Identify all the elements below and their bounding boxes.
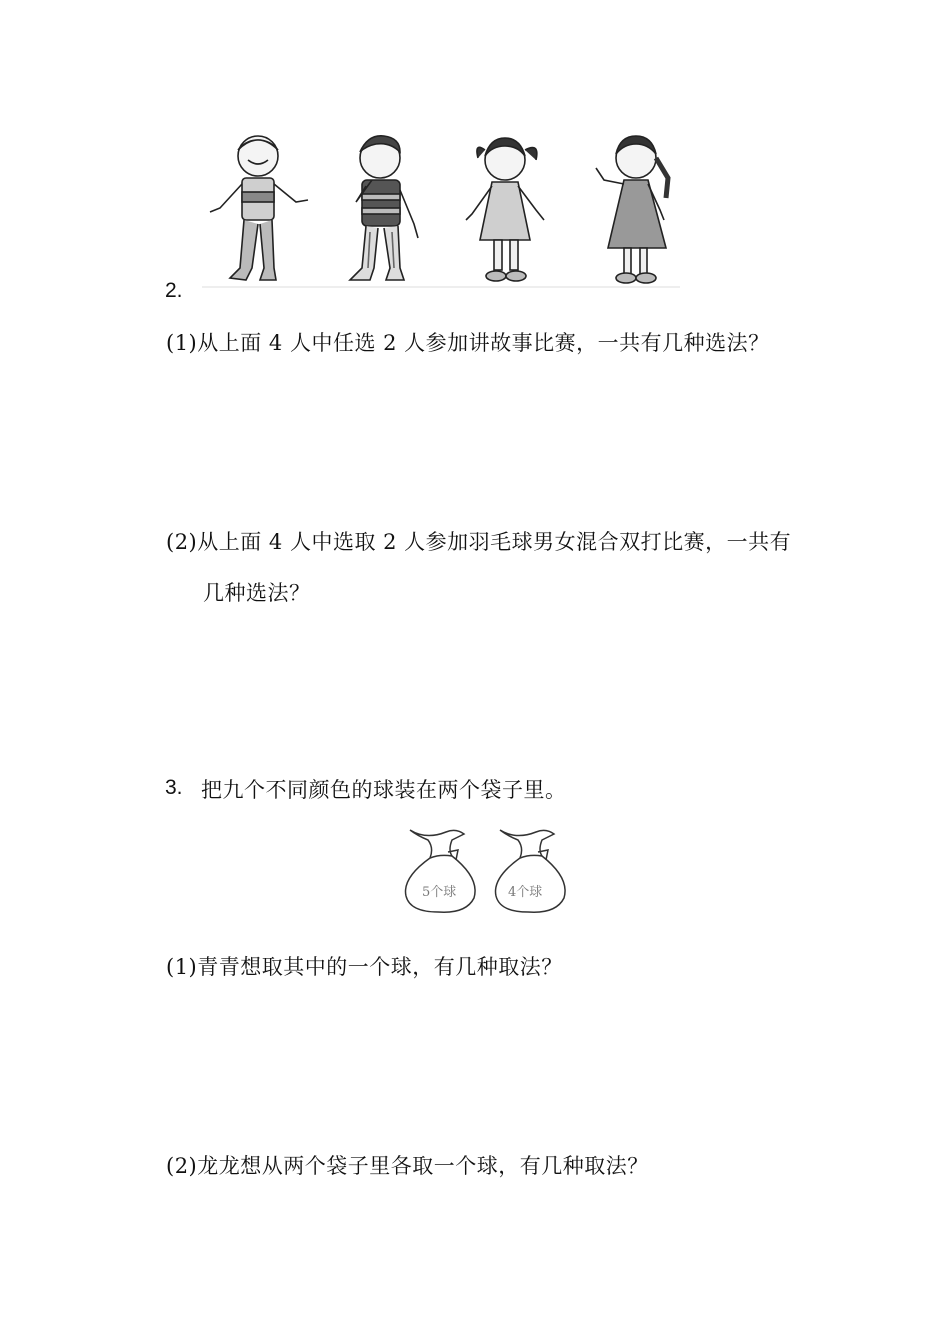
bag-five-balls	[406, 830, 476, 912]
question-3-stem: 把九个不同颜色的球装在两个袋子里。	[201, 778, 567, 802]
question-2-part-2-line-2: 几种选法？	[203, 581, 311, 605]
question-2-part-1: (1)从上面 4 人中任选 2 人参加讲故事比赛，一共有几种选法？	[166, 331, 770, 355]
girl-waving-figure	[596, 136, 668, 283]
children-illustration	[200, 128, 685, 290]
ball-bags-illustration	[400, 826, 570, 916]
question-2-number: 2.	[165, 279, 183, 302]
ball-bags-svg	[400, 826, 570, 916]
boy-arms-open-figure	[210, 136, 308, 280]
bag-four-label: 4个球	[508, 885, 543, 900]
boy-thinking-figure	[350, 136, 418, 280]
question-3-part-1: (1)青青想取其中的一个球，有几种取法？	[166, 955, 563, 979]
bag-five-label: 5个球	[422, 885, 457, 900]
question-2-part-2-line-1: (2)从上面 4 人中选取 2 人参加羽毛球男女混合双打比赛，一共有	[166, 530, 792, 554]
bag-four-balls	[496, 830, 566, 912]
question-3-part-2: (2)龙龙想从两个袋子里各取一个球，有几种取法？	[166, 1154, 649, 1178]
question-3-number: 3.	[165, 776, 183, 799]
girl-pigtails-figure	[466, 138, 544, 281]
children-illustration-svg	[200, 128, 685, 290]
